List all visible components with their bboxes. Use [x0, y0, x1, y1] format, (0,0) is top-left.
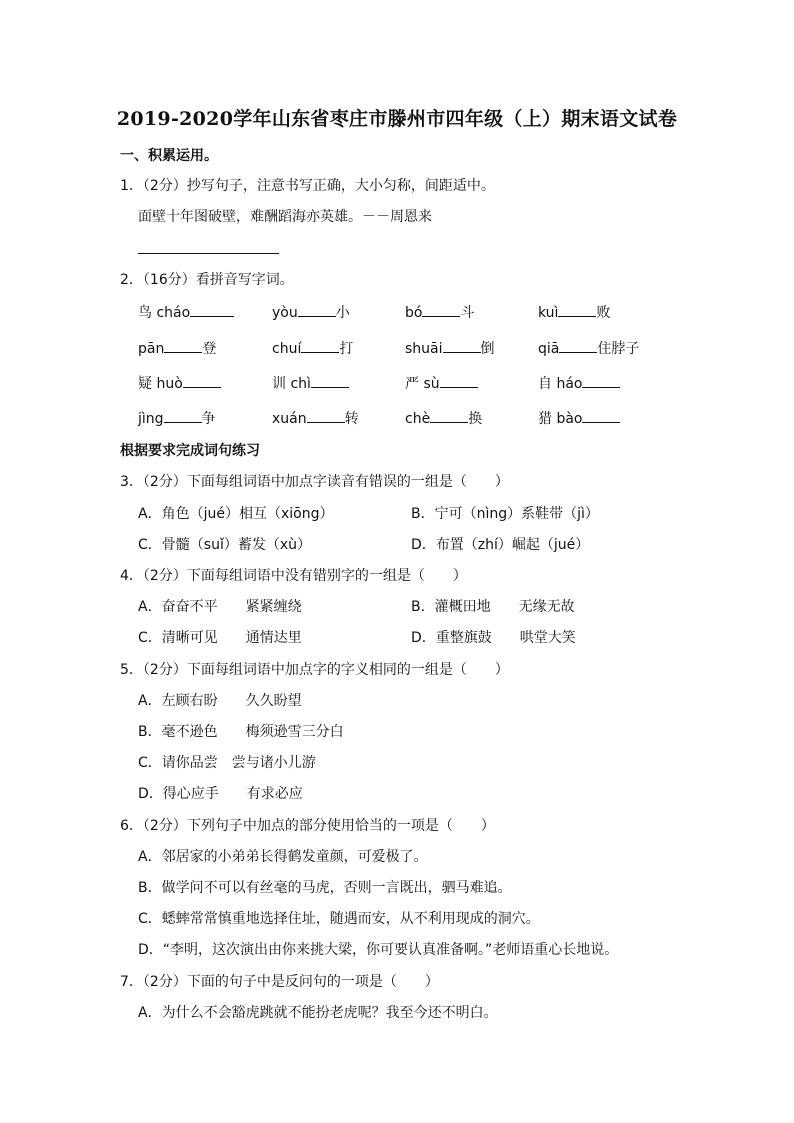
pinyin-item	[405, 408, 482, 429]
answer-blank[interactable]	[443, 338, 481, 353]
answer-blank[interactable]	[440, 373, 478, 388]
page-title: 2019-2020学年山东省枣庄市滕州市四年级（上）期末语文试卷	[116, 108, 678, 130]
question-6-stem: 6．（2分）下列句子中加点的部分使用恰当的一项是（ ）	[120, 818, 495, 834]
answer-blank[interactable]	[307, 408, 345, 423]
pinyin-item	[138, 338, 216, 359]
answer-blank[interactable]	[164, 408, 202, 423]
question-4-option-d[interactable]: D．重整旗鼓 哄堂大笑	[411, 630, 576, 646]
pinyin-item	[405, 338, 495, 359]
pinyin-prompt: chuí	[272, 341, 302, 357]
question-6-option-c[interactable]: C．蟋蟀常常慎重地选择住址，随遇而安，从不利用现成的洞穴。	[138, 911, 540, 927]
pinyin-suffix: 斗	[460, 305, 475, 321]
answer-blank[interactable]	[582, 408, 620, 423]
question-3-option-a[interactable]: A．角色（jué）相互（xiōng）	[138, 506, 334, 522]
answer-blank[interactable]	[190, 302, 234, 317]
pinyin-prompt: chè	[405, 411, 431, 427]
pinyin-item	[538, 338, 639, 359]
answer-blank[interactable]	[559, 338, 597, 353]
question-3-option-b[interactable]: B．宁可（nìng）系鞋带（jì）	[411, 506, 599, 522]
pinyin-prompt: 猎 bào	[538, 411, 583, 427]
question-2-stem: 2．（16分）看拼音写字词。	[120, 272, 294, 288]
answer-blank[interactable]	[311, 373, 349, 388]
question-5-option-b[interactable]: B．毫不逊色 梅须逊雪三分白	[138, 724, 344, 740]
pinyin-item	[405, 373, 478, 394]
pinyin-item	[538, 373, 620, 394]
pinyin-item	[538, 408, 620, 429]
pinyin-suffix: 败	[596, 305, 611, 321]
question-3-option-c[interactable]: C．骨髓（suǐ）蓄发（xù）	[138, 537, 311, 553]
question-5-option-a[interactable]: A．左顾右盼 久久盼望	[138, 693, 302, 709]
question-3-stem: 3．（2分）下面每组词语中加点字读音有错误的一组是（ ）	[120, 474, 509, 490]
pinyin-prompt: kuì	[538, 305, 559, 321]
pinyin-item	[272, 408, 359, 429]
section-heading-accumulation: 一、积累运用。	[120, 148, 218, 164]
pinyin-suffix: 住脖子	[597, 341, 640, 357]
question-6-option-b[interactable]: B．做学问不可以有丝毫的马虎，否则一言既出，驷马难追。	[138, 880, 512, 896]
answer-blank[interactable]	[164, 338, 202, 353]
pinyin-item	[538, 302, 610, 323]
question-1-quote: 面壁十年图破壁，难酬蹈海亦英雄。－－周恩来	[138, 209, 432, 225]
question-1-answer-blank[interactable]	[138, 253, 279, 254]
pinyin-item	[272, 302, 350, 323]
pinyin-suffix: 换	[468, 411, 483, 427]
question-6-option-a[interactable]: A．邻居家的小弟弟长得鹤发童颜，可爱极了。	[138, 849, 428, 865]
pinyin-item	[138, 408, 216, 429]
pinyin-prompt: qiā	[538, 341, 560, 357]
question-5-option-c[interactable]: C．请你品尝 尝与诸小儿游	[138, 755, 316, 771]
answer-blank[interactable]	[301, 338, 339, 353]
question-6-option-d[interactable]: D．“李明，这次演出由你来挑大梁，你可要认真准备啊。”老师语重心长地说。	[138, 942, 619, 958]
question-5-option-d[interactable]: D．得心应手 有求必应	[138, 786, 303, 802]
question-5-stem: 5．（2分）下面每组词语中加点字的字义相同的一组是（ ）	[120, 662, 509, 678]
pinyin-prompt: jìng	[138, 411, 164, 427]
question-1-stem: 1．（2分）抄写句子，注意书写正确，大小匀称，间距适中。	[120, 178, 495, 194]
pinyin-suffix: 倒	[480, 341, 495, 357]
question-7-stem: 7．（2分）下面的句子中是反问句的一项是（ ）	[120, 974, 439, 990]
pinyin-prompt: xuán	[272, 411, 307, 427]
pinyin-prompt: 疑 huò	[138, 376, 183, 392]
pinyin-suffix: 登	[202, 341, 217, 357]
pinyin-item	[138, 302, 234, 323]
pinyin-suffix: 打	[339, 341, 354, 357]
pinyin-suffix: 争	[201, 411, 216, 427]
question-7-option-a[interactable]: A．为什么不会豁虎跳就不能扮老虎呢？我至今还不明白。	[138, 1005, 498, 1021]
answer-blank[interactable]	[298, 302, 336, 317]
pinyin-prompt: shuāi	[405, 341, 443, 357]
pinyin-suffix: 小	[335, 305, 350, 321]
answer-blank[interactable]	[558, 302, 596, 317]
question-4-option-a[interactable]: A．奋奋不平 紧紧缠绕	[138, 599, 302, 615]
pinyin-prompt: bó	[405, 305, 423, 321]
pinyin-suffix: 转	[344, 411, 359, 427]
pinyin-item	[272, 338, 353, 359]
question-4-option-c[interactable]: C．清晰可见 通情达里	[138, 630, 302, 646]
section-heading-exercises: 根据要求完成词句练习	[120, 443, 260, 459]
answer-blank[interactable]	[430, 408, 468, 423]
pinyin-prompt: 自 háo	[538, 376, 583, 392]
pinyin-item	[272, 373, 349, 394]
pinyin-prompt: 严 sù	[405, 376, 440, 392]
pinyin-item	[405, 302, 474, 323]
pinyin-prompt: pān	[138, 341, 165, 357]
pinyin-prompt: yòu	[272, 305, 298, 321]
answer-blank[interactable]	[183, 373, 221, 388]
question-3-option-d[interactable]: D．布置（zhí）崛起（jué）	[411, 537, 590, 553]
answer-blank[interactable]	[582, 373, 620, 388]
pinyin-prompt: 鸟 cháo	[138, 305, 191, 321]
question-4-option-b[interactable]: B．灌概田地 无缘无故	[411, 599, 575, 615]
pinyin-prompt: 训 chì	[272, 376, 311, 392]
answer-blank[interactable]	[422, 302, 460, 317]
pinyin-item	[138, 373, 221, 394]
question-4-stem: 4．（2分）下面每组词语中没有错别字的一组是（ ）	[120, 568, 467, 584]
